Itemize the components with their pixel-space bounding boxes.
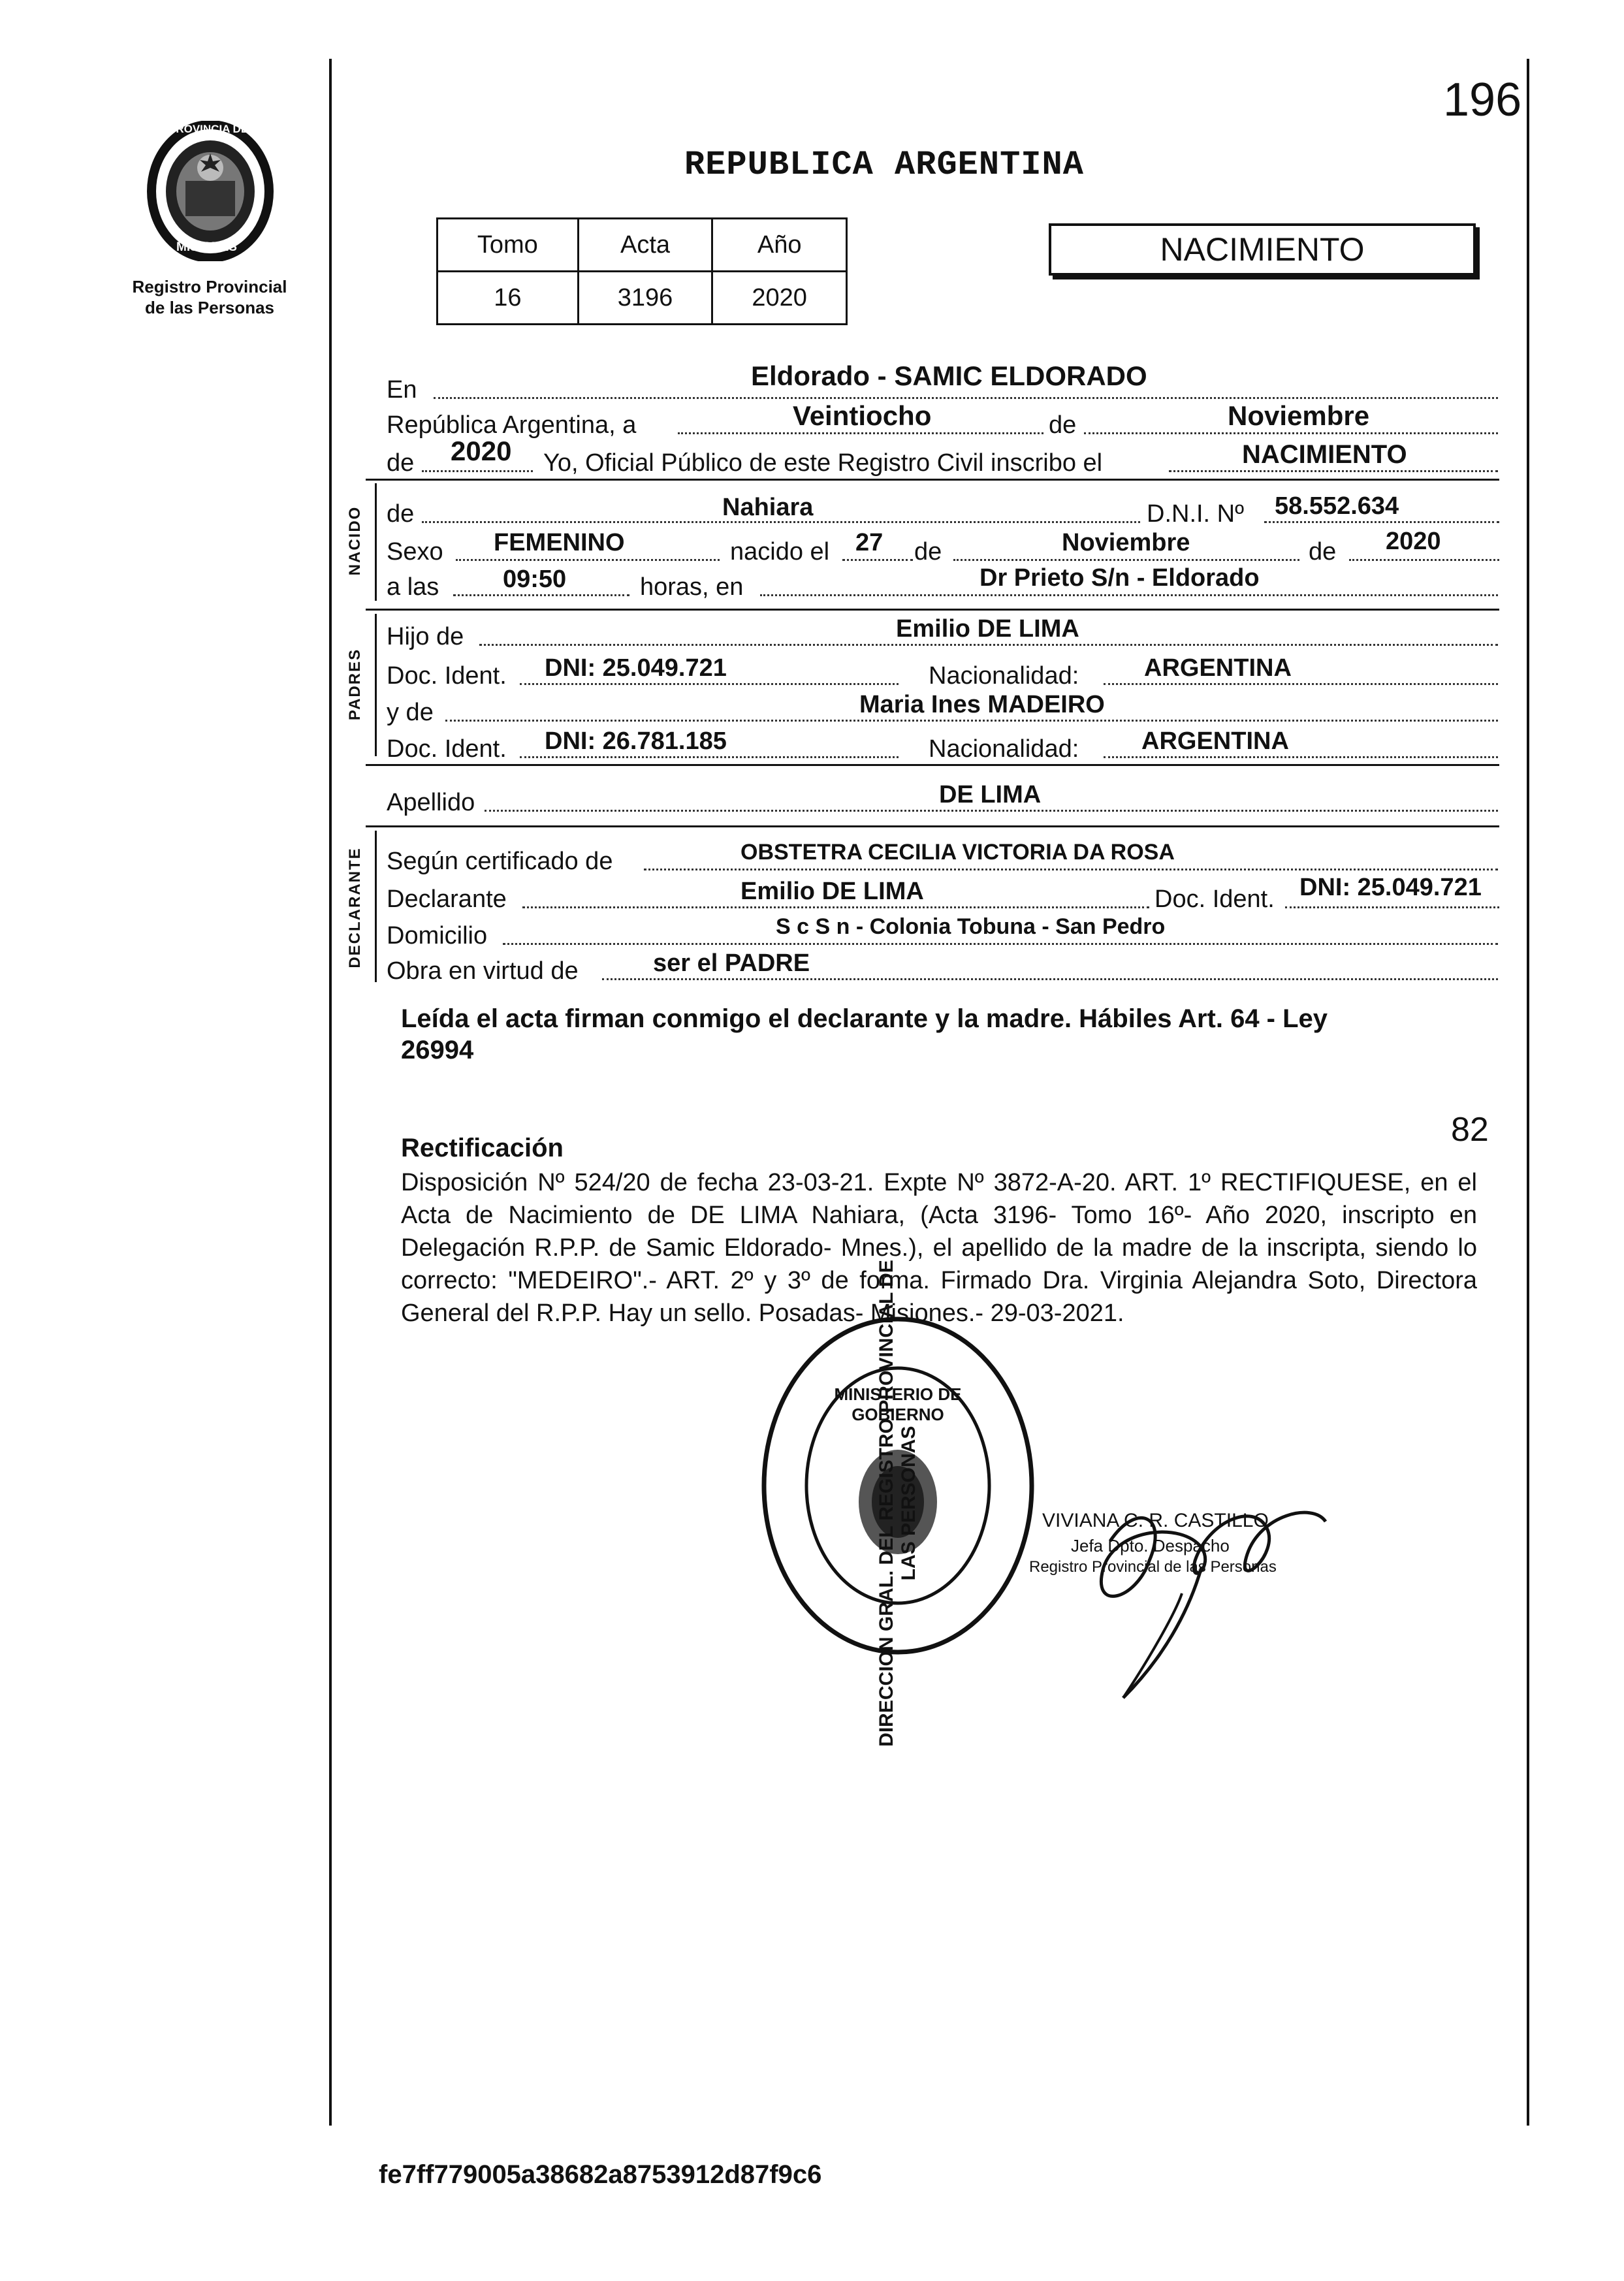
label-de-mes-nac: de xyxy=(914,538,942,566)
record-type: NACIMIENTO xyxy=(1160,231,1365,268)
value-nombre: Nahiara xyxy=(722,494,814,521)
label-a-las: a las xyxy=(387,573,439,601)
value-padre: Emilio DE LIMA xyxy=(896,615,1079,643)
value-dia-nac: 27 xyxy=(855,529,884,556)
label-declarante: Declarante xyxy=(387,885,507,913)
label-y-de: y de xyxy=(387,699,434,726)
label-nacionalidad-padre: Nacionalidad: xyxy=(929,662,1079,690)
label-obra: Obra en virtud de xyxy=(387,957,579,985)
oval-stamp-inner-text: MINISTERIO DE GOBIERNO xyxy=(834,1384,962,1424)
value-anio-nac: 2020 xyxy=(1386,528,1441,555)
label-domicilio: Domicilio xyxy=(387,922,488,949)
value-certificado: OBSTETRA CECILIA VICTORIA DA ROSA xyxy=(740,840,1175,865)
label-yo: Yo, Oficial Público de este Registro Civil inscribo el xyxy=(543,449,1103,477)
anio-header: Año xyxy=(712,219,847,272)
value-apellido: DE LIMA xyxy=(939,781,1042,808)
value-dia: Veintiocho xyxy=(793,400,932,431)
document-hash: fe7ff779005a38682a8753912d87f9c6 xyxy=(379,2160,822,2189)
value-madre-nac: ARGENTINA xyxy=(1141,727,1289,755)
value-padre-doc: DNI: 25.049.721 xyxy=(545,654,727,682)
official-office: Registro Provincial de las Personas xyxy=(1029,1558,1277,1576)
value-mes: Noviembre xyxy=(1228,400,1370,431)
label-en: En xyxy=(387,376,417,404)
acta-value: 3196 xyxy=(578,272,712,325)
label-doc-ident-madre: Doc. Ident. xyxy=(387,735,507,763)
handwritten-signature-icon xyxy=(1019,1463,1358,1724)
leida-line-1: Leída el acta firman conmigo el declarante y la madre. Hábiles Art. 64 - Ley xyxy=(401,1004,1328,1033)
value-lugar: Eldorado - SAMIC ELDORADO xyxy=(751,360,1147,391)
label-de-anio: de xyxy=(387,449,415,477)
value-mes-nac: Noviembre xyxy=(1062,529,1190,556)
label-dni: D.N.I. Nº xyxy=(1147,500,1244,528)
seal-ring-bottom: MISIONES xyxy=(176,240,237,254)
label-doc-ident-declarante: Doc. Ident. xyxy=(1154,885,1275,913)
right-margin-rule xyxy=(1527,59,1529,2126)
oval-stamp-ring-text: DIRECCION GRAL. DEL REGISTRO PROVINCIAL DE LAS PERSONAS xyxy=(876,1260,919,1747)
value-anio: 2020 xyxy=(451,436,512,466)
side-label-declarante: DECLARANTE xyxy=(346,847,364,968)
value-obra: ser el PADRE xyxy=(653,949,810,977)
label-nacido-el: nacido el xyxy=(730,538,830,566)
label-de-anio-nac: de xyxy=(1309,538,1337,566)
seal-caption-2: de las Personas xyxy=(145,298,274,317)
seal-ring-top: PROVINCIA DE xyxy=(168,123,249,135)
rectificacion-text: Disposición Nº 524/20 de fecha 23-03-21. Expte Nº 3872-A-20. ART. 1º RECTIFIQUESE, en el Acta de Nacimiento de DE LIMA Nahiara, (Acta 3196- Tomo 16º- Año 2020, inscripto en Delegación R.P.P. de Samic Eldorado- Mnes.), el apellido de la madre de la inscripta, siendo lo correcto: "MEDEIRO".- ART. 2º y 3º de forma. Firmado Dra. Virginia Alejandra Soto, Directora General del R.P.P. Hay un sello. Posadas- Misiones.- 29-03-2021. xyxy=(401,1169,1477,1327)
tomo-value: 16 xyxy=(438,272,579,325)
value-tipo: NACIMIENTO xyxy=(1242,440,1407,469)
label-de-mes: de xyxy=(1049,411,1077,439)
leida-line-2: 26994 xyxy=(401,1036,474,1064)
document-title: REPUBLICA ARGENTINA xyxy=(684,146,1084,184)
label-nacionalidad-madre: Nacionalidad: xyxy=(929,735,1079,763)
label-republica: República Argentina, a xyxy=(387,411,637,439)
seal-caption-1: Registro Provincial xyxy=(132,277,287,296)
label-segun: Según certificado de xyxy=(387,848,613,875)
margin-number: 82 xyxy=(1451,1111,1489,1149)
label-sexo: Sexo xyxy=(387,538,443,566)
acta-header: Acta xyxy=(578,219,712,272)
label-doc-ident-padre: Doc. Ident. xyxy=(387,662,507,690)
value-sexo: FEMENINO xyxy=(494,529,625,556)
official-name: VIVIANA C. R. CASTILLO xyxy=(1042,1510,1269,1531)
tomo-header: Tomo xyxy=(438,219,579,272)
label-de-nombre: de xyxy=(387,500,415,528)
value-declarante-doc: DNI: 25.049.721 xyxy=(1299,874,1482,901)
left-margin-rule xyxy=(329,59,332,2126)
value-madre-doc: DNI: 26.781.185 xyxy=(545,727,727,755)
record-type-box xyxy=(1049,223,1476,276)
signature xyxy=(1019,1463,1358,1724)
value-hora: 09:50 xyxy=(503,566,567,593)
value-declarante: Emilio DE LIMA xyxy=(740,878,924,905)
value-padre-nac: ARGENTINA xyxy=(1144,654,1292,682)
label-horas-en: horas, en xyxy=(640,573,744,601)
anio-value: 2020 xyxy=(712,272,847,325)
side-label-nacido: NACIDO xyxy=(346,505,364,576)
value-lugar-nac: Dr Prieto S/n - Eldorado xyxy=(979,564,1260,592)
tomo-acta-table xyxy=(436,217,848,325)
official-role: Jefa Dpto. Despacho xyxy=(1071,1536,1230,1555)
label-apellido: Apellido xyxy=(387,789,475,816)
value-dni: 58.552.634 xyxy=(1275,492,1399,520)
value-domicilio: S c S n - Colonia Tobuna - San Pedro xyxy=(776,914,1166,939)
rectificacion-title: Rectificación xyxy=(401,1134,564,1162)
side-label-padres: PADRES xyxy=(346,648,364,721)
value-madre: Maria Ines MADEIRO xyxy=(859,691,1105,718)
page-number: 196 xyxy=(1443,74,1522,126)
label-hijo-de: Hijo de xyxy=(387,623,464,650)
